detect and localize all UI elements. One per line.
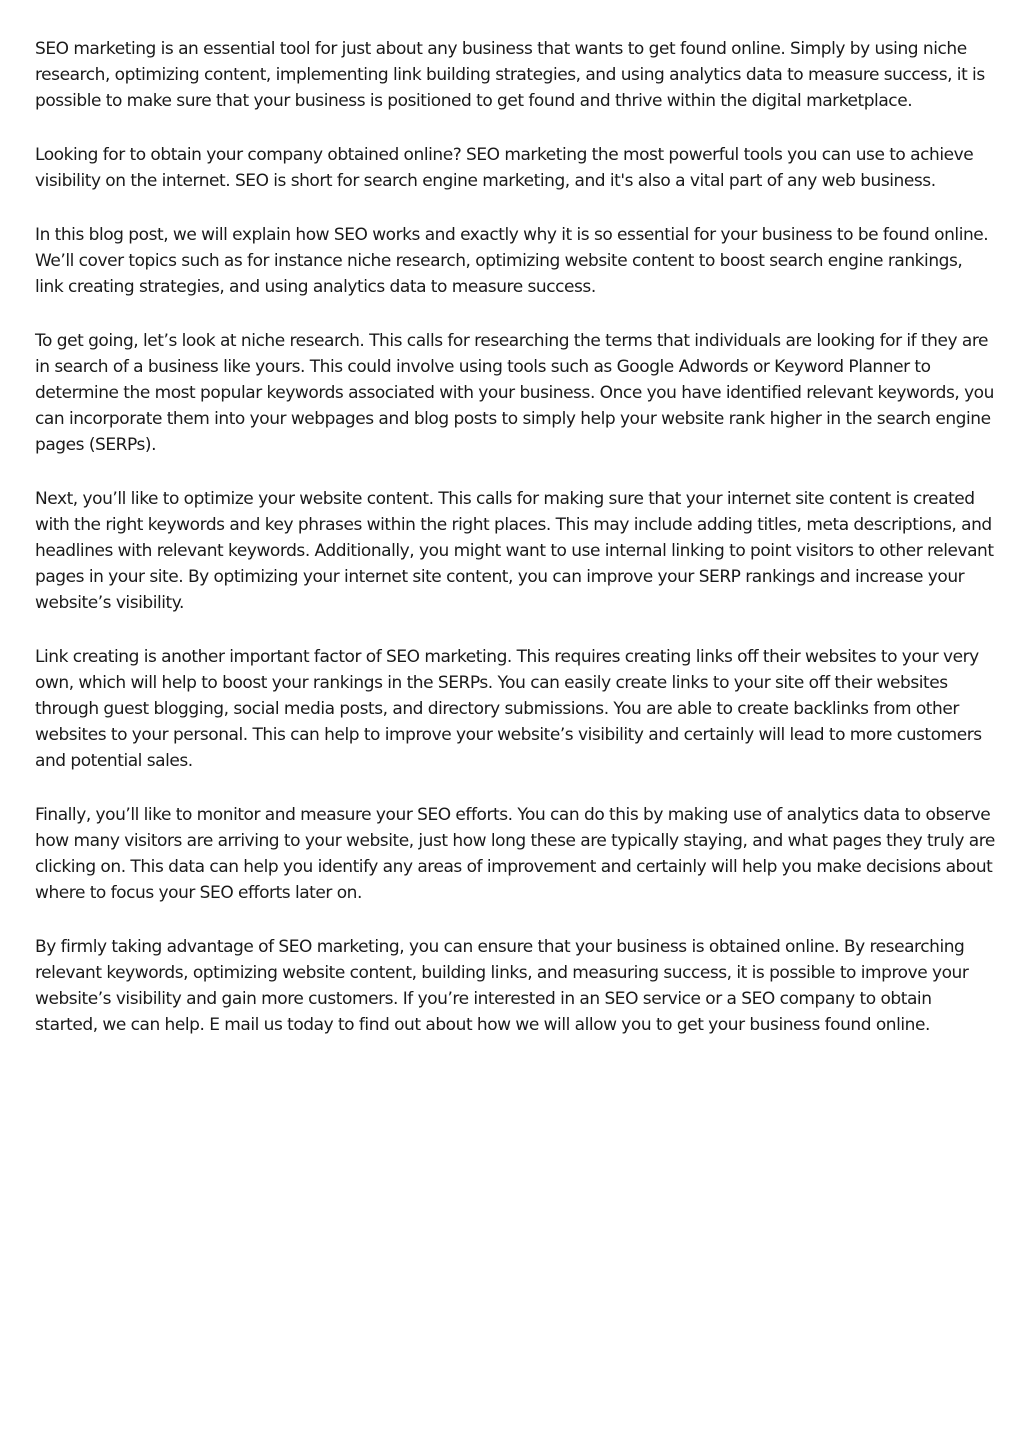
paragraph-blog-post: In this blog post, we will explain how SEO works and exactly why it is so essential for your business to be found online. We’ll cover topics such as for instance niche research, optimizing website content to boost search engine rankings, link creating strategies, and using analytics data to measure success.: [35, 225, 989, 297]
document-body: [35, 36, 995, 1066]
paragraph-link-creating: Link creating is another important factor of SEO marketing. This requires creating links off their websites to your very own, which will help to boost your rankings in the SERPs. You can easily create links to your site off their websites through guest blogging, social media posts, and directory submissions. You are able to create backlinks from other websites to your personal. This can help to improve your website’s visibility and certainly will lead to more customers and potential sales.: [35, 647, 982, 771]
paragraph-niche-research: To get going, let’s look at niche research. This calls for researching the terms that individuals are looking for if they are in search of a business like yours. This could involve using tools such as Google Adwords or Keyword Planner to determine the most popular keywords associated with your business. Once you have identified relevant keywords, you can incorporate them into your webpages and blog posts to simply help your website rank higher in the search engine pages (SERPs).: [35, 331, 994, 455]
paragraph-intro: SEO marketing is an essential tool for just about any business that wants to get found online. Simply by using niche research, optimizing content, implementing link building strategies, and using analytics data to measure success, it is possible to make sure that your business is positioned to get found and thrive within the digital marketplace.: [35, 39, 985, 111]
paragraph-conclusion: By firmly taking advantage of SEO marketing, you can ensure that your business is obtained online. By researching relevant keywords, optimizing website content, building links, and measuring success, it is possible to improve your website’s visibility and gain more customers. If you’re interested in an SEO service or a SEO company to obtain started, we can help. E mail us today to find out about how we will allow you to get your business found online.: [35, 937, 969, 1035]
paragraph-optimize-content: Next, you’ll like to optimize your website content. This calls for making sure that your internet site content is created with the right keywords and key phrases within the right places. This may include adding titles, meta descriptions, and headlines with relevant keywords. Additionally, you might want to use internal linking to point visitors to other relevant pages in your site. By optimizing your internet site content, you can improve your SERP rankings and increase your website’s visibility.: [35, 489, 994, 613]
paragraph-monitor-measure: Finally, you’ll like to monitor and measure your SEO efforts. You can do this by making use of analytics data to observe how many visitors are arriving to your website, just how long these are typically staying, and what pages they truly are clicking on. This data can help you identify any areas of improvement and certainly will help you make decisions about where to focus your SEO efforts later on.: [35, 805, 995, 903]
paragraph-looking-for: Looking for to obtain your company obtained online? SEO marketing the most powerful tools you can use to achieve visibility on the internet. SEO is short for search engine marketing, and it's also a vital part of any web business.: [35, 145, 974, 191]
